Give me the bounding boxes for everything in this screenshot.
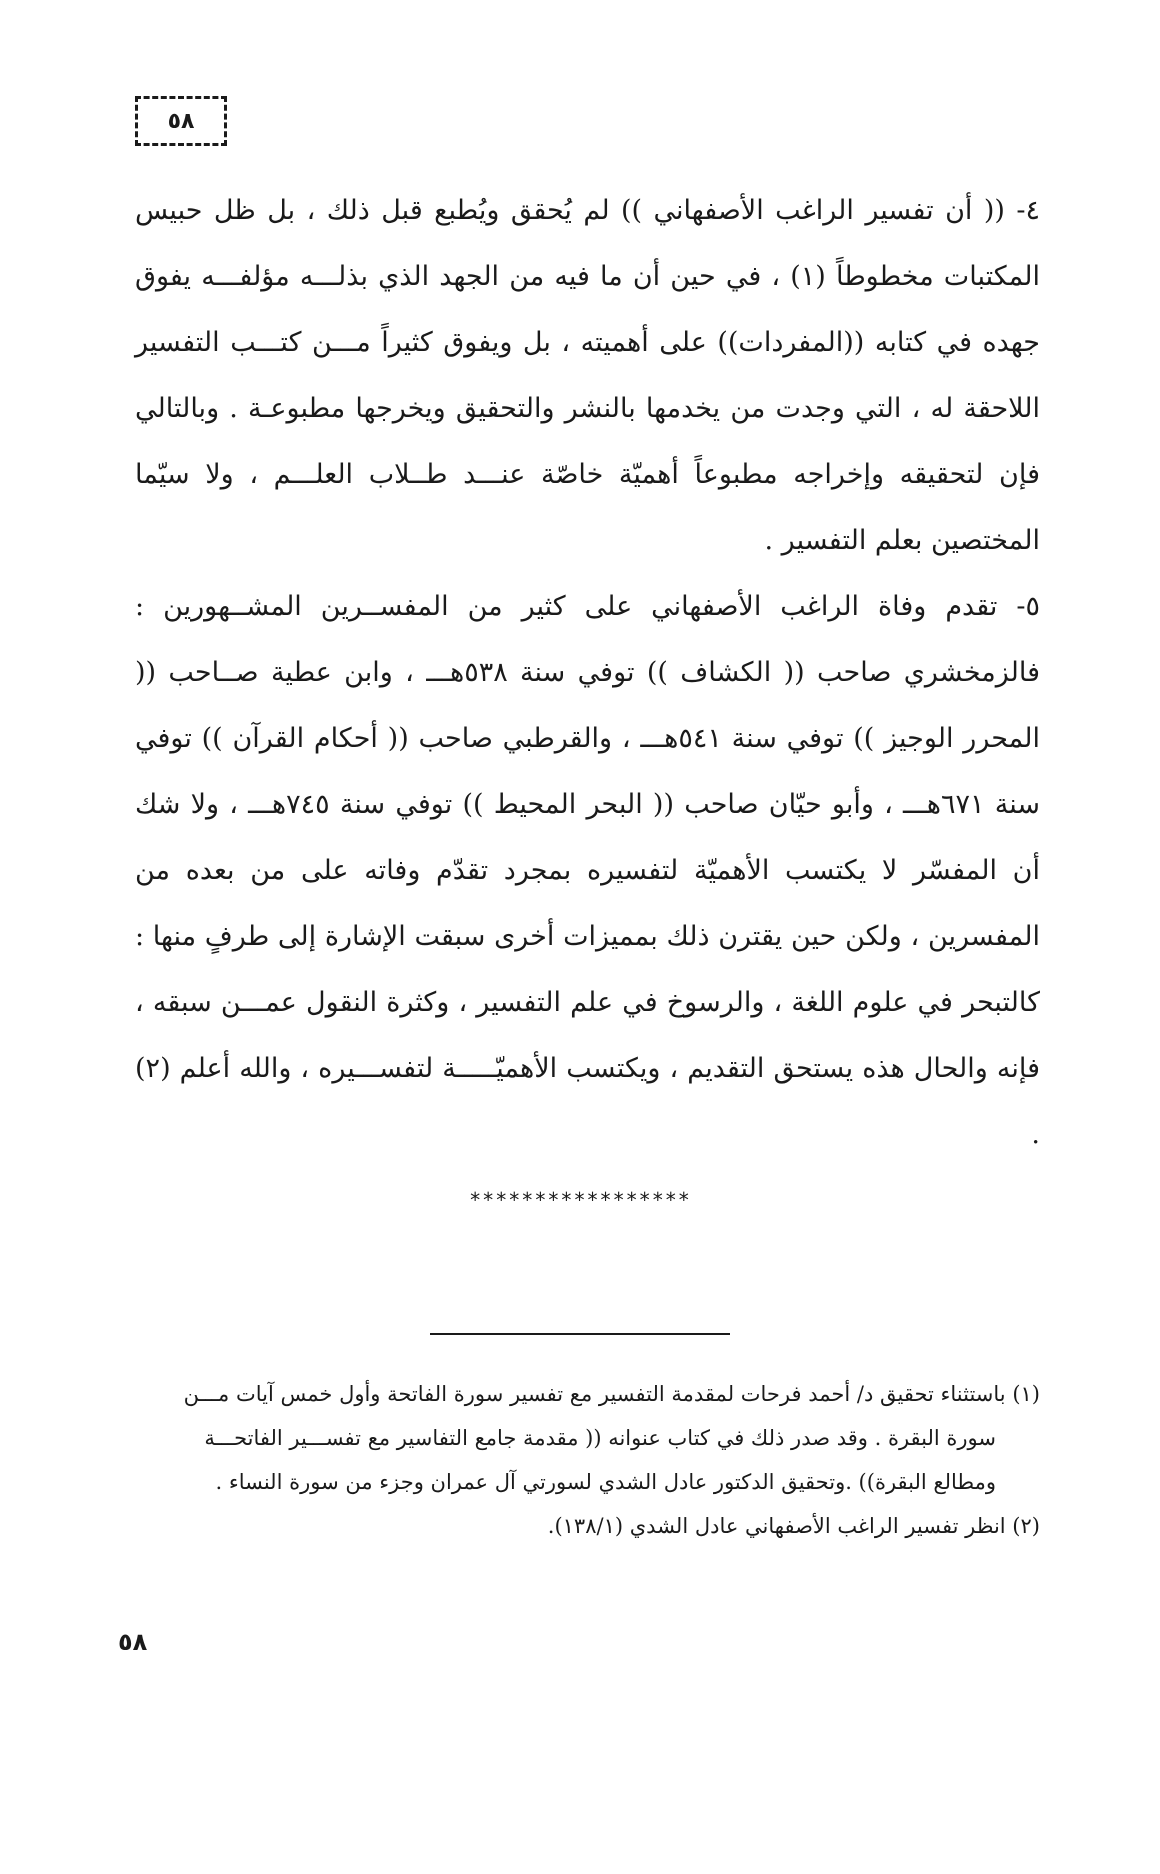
page-number-footer: ٥٨ (118, 1628, 148, 1656)
footnotes (135, 1372, 1040, 1548)
footnote-line: سورة البقرة . وقد صدر ذلك في كتاب عنوانه (( مقدمة جامع التفاسير مع تفســـير الفاتحـــة (204, 1426, 996, 1450)
footnote-line: ومطالع البقرة)) .وتحقيق الدكتور عادل الشدي لسورتي آل عمران وجزء من سورة النساء . (215, 1470, 996, 1494)
page-number-header (135, 96, 227, 146)
section-separator: ***************** (469, 1188, 691, 1212)
footnote-divider (430, 1333, 730, 1335)
footnote-line: (٢) انظر تفسير الراغب الأصفهاني عادل الشدي (١٣٨/١). (547, 1514, 1040, 1538)
paragraph-4: ٤- (( أن تفسير الراغب الأصفهاني )) لم يُحقق ويُطبع قبل ذلك ، بل ظل حبيس المكتبات مخطوطاً (١) ، في حين أن ما فيه من الجهد الذي بذلـــه مؤلفـــه يفوق جهده في كتابه ((المفردات)) على أهميته ، بل ويفوق كثيراً مـــن كتـــب التفسير اللاحقة له ، التي وجدت من يخدمها بالنشر والتحقيق ويخرجها مطبوعـة . وبالتالي فإن لتحقيقه وإخراجه مطبوعاً أهميّة خاصّة عنـــد طــلاب العلـــم ، ولا سيّما المختصين بعلم التفسير . (135, 195, 1040, 556)
page-number-header-text: ٥٨ (167, 108, 195, 134)
footnote-line: (١) باستثناء تحقيق د/ أحمد فرحات لمقدمة التفسير مع تفسير سورة الفاتحة وأول خمس آيات مـــن (183, 1382, 1040, 1406)
paragraph-5: ٥- تقدم وفاة الراغب الأصفهاني على كثير من المفســرين المشــهورين : فالزمخشري صاحب (( الكشاف )) توفي سنة ٥٣٨هـــ ، وابن عطية صــاحب (( المحرر الوجيز )) توفي سنة ٥٤١هـــ ، والقرطبي صاحب (( أحكام القرآن )) توفي سنة ٦٧١هـــ ، وأبو حيّان صاحب (( البحر المحيط )) توفي سنة ٧٤٥هـــ ، ولا شك أن المفسّر لا يكتسب الأهميّة لتفسيره بمجرد تقدّم وفاته على من بعده من المفسرين ، ولكن حين يقترن ذلك بمميزات أخرى سبقت الإشارة إلى طرفٍ منها : كالتبحر في علوم اللغة ، والرسوخ في علم التفسير ، وكثرة النقول عمـــن سبقه ، فإنه والحال هذه يستحق التقديم ، ويكتسب الأهميّـــــة لتفســـيره ، والله أعلم (٢) . (135, 591, 1040, 1150)
body-text (135, 178, 1040, 1168)
